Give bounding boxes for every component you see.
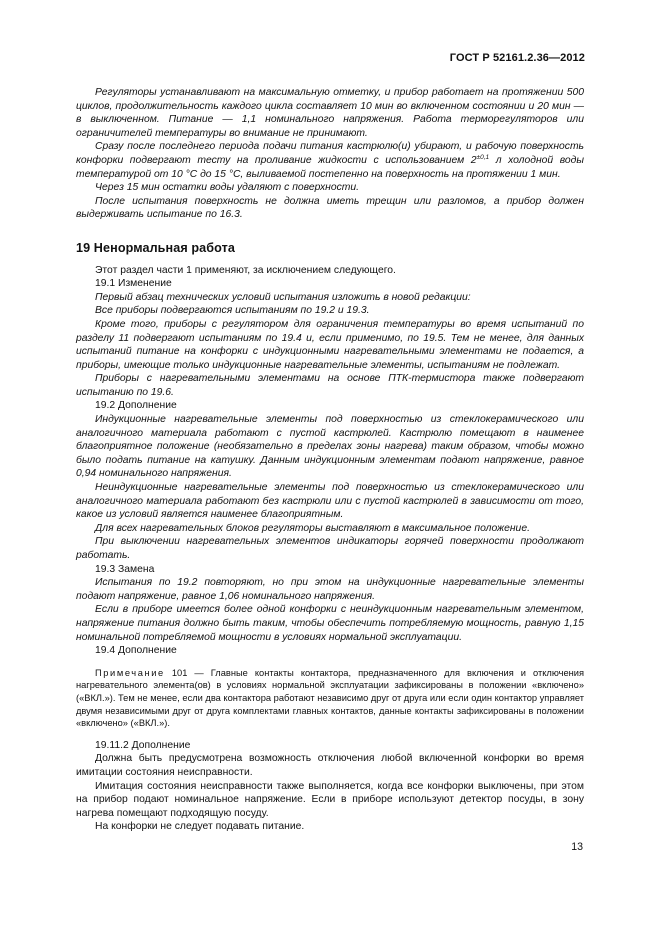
tolerance-superscript: ±0,1 [476,153,490,161]
clause-19-3-title: 19.3 Замена [95,563,155,575]
intro-paragraph-3: Через 15 мин остатки воды удаляют с поверхности. [95,182,360,194]
clause-19-1-paragraph-3: Кроме того, приборы с регулятором для ограничения температуры во время испытаний по разделу 11 подвергают испытаниям по 19.4 и, если применимо, по 19.5. Тем не менее, для данных испытаний питание на конфорки с индукционными нагревательными элементами не подается, а приборы, имеющие только индукционные нагревательные элементы, испытаниям не подлежат. [76,318,584,371]
note-text: 101 — Главные контакты контактора, предназначенного для включения и отключения нагревательного элемента(ов) в условиях нормальной эксплуатации зафиксированы в положении «включено» («ВКЛ.»). Тем не менее, если два контактора работают независимо друг от друга или если один контактор управляет двумя независимыми друг от друга комплектами главных контактов, данные контакты зафиксированы в положении «включено» («ВКЛ.»). [76,667,584,729]
document-body [76,86,584,834]
note-label: Примечание [95,667,165,678]
clause-19-1-title: 19.1 Изменение [95,278,172,290]
clause-19-2-paragraph-4: При выключении нагревательных элементов индикаторы горячей поверхности продолжают работать. [76,536,584,561]
intro-paragraph-1: Регуляторы устанавливают на максимальную отметку, и прибор работает на протяжении 500 циклов, продолжительность каждого цикла составляет 10 мин во включенном состоянии и 20 мин — в выключенном. Питание — 1,1 номинального напряжения. Работа терморегуляторов или ограничителей температуры во внимание не принимают. [76,87,584,139]
clause-19-2-paragraph-1: Индукционные нагревательные элементы под поверхностью из стеклокерамического или аналогичного материала работают с пустой кастрюлей. Кастрюлю помещают в наименее благоприятное положение (необязательно в пределах зоны нагрева) таким образом, чтобы можно было подать питание на катушку. Данным индукционным элементам подают напряжение, равное 0,94 номинального напряжения. [76,414,584,480]
clause-19-3-paragraph-2: Если в приборе имеется более одной конфорки с неиндукционным нагревательным элементом, напряжение питания должно быть таким, чтобы обеспечить потребляемую мощность, равную 1,15 номинальной потребляемой мощности в условиях нормальной эксплуатации. [76,604,584,643]
intro-paragraph-4: После испытания поверхность не должна иметь трещин или разломов, а прибор должен выдерживать испытание по 16.3. [76,195,584,221]
standard-header: ГОСТ Р 52161.2.36—2012 [449,52,585,64]
page-number: 13 [571,841,583,853]
clause-19-1-paragraph-4: Приборы с нагревательными элементами на основе ПТК-термистора также подвергают испытанию по 19.6. [76,373,584,398]
intro-paragraph-2-text-a: Сразу после последнего периода подачи питания кастрюлю(и) убирают, и рабочую поверхность конфорки подвергают тесту на проливание жидкости с использованием 2 [76,141,584,166]
clause-19-2-paragraph-2: Неиндукционные нагревательные элементы под поверхностью из стеклокерамического или аналогичного материала работают без кастрюли или с пустой кастрюлей в зависимости от того, какое из условий является наименее благоприятным. [76,482,584,521]
clause-19-1-paragraph-1: Первый абзац технических условий испытания изложить в новой редакции: [95,291,471,303]
clause-19-11-2-paragraph-3: На конфорки не следует подавать питание. [95,821,305,833]
clause-19-2-paragraph-3: Для всех нагревательных блоков регуляторы выставляют в максимальное положение. [95,522,530,534]
note-101 [76,667,584,730]
section-heading: 19 Ненормальная работа [76,240,236,255]
intro-paragraph-2 [76,140,584,181]
clause-19-11-2-title: 19.11.2 Дополнение [95,739,191,751]
section-lead: Этот раздел части 1 применяют, за исключением следующего. [95,264,396,276]
clause-19-2-title: 19.2 Дополнение [95,400,177,412]
clause-19-4-title: 19.4 Дополнение [95,645,177,657]
clause-19-11-2-paragraph-1: Должна быть предусмотрена возможность отключения любой включенной конфорки во время имитации состояния неисправности. [76,753,584,778]
clause-19-3-paragraph-1: Испытания по 19.2 повторяют, но при этом на индукционные нагревательные элементы подают напряжение, равное 1,06 номинального напряжения. [76,577,584,602]
clause-19-1-paragraph-2: Все приборы подвергаются испытаниям по 19.2 и 19.3. [95,305,370,317]
intro-paragraph-2-text-b: л холодной воды температурой от 10 °С до 15 °С, выливаемой постепенно на поверхность на протяжении 1 мин. [76,154,584,180]
clause-19-11-2-paragraph-2: Имитация состояния неисправности также выполняется, когда все конфорки выключены, при этом на прибор подают номинальное напряжение. Если в приборе используют детектор посуды, в зону нагрева помещают подходящую посуду. [76,780,584,819]
